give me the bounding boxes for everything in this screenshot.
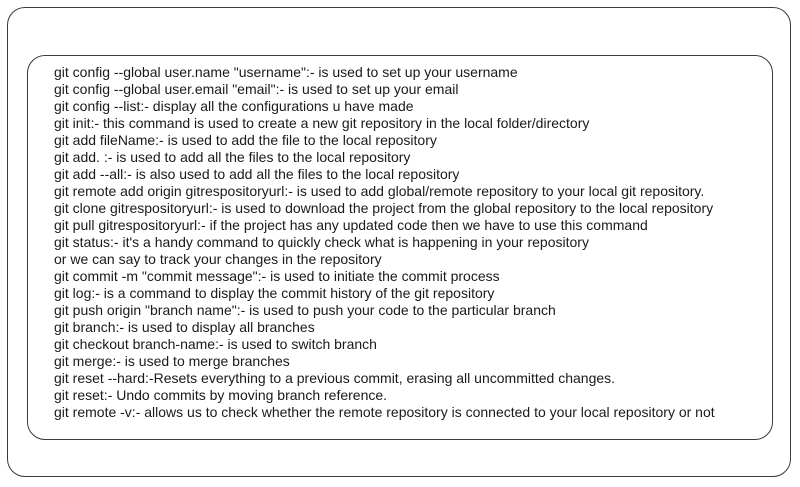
list-item: git clone gitrespositoryurl:- is used to download the project from the global repository to the local repository (54, 200, 714, 216)
list-item: git log:- is a command to display the commit history of the git repository (54, 285, 495, 301)
list-item: git config --global user.email "email":- is used to set up your email (54, 81, 459, 97)
list-item: git config --list:- display all the configurations u have made (54, 98, 414, 114)
git-commands-list (54, 64, 715, 421)
list-item: git status:- it's a handy command to quickly check what is happening in your repository (54, 234, 589, 250)
list-item: git add. :- is used to add all the files to the local repository (54, 149, 411, 165)
list-item: git checkout branch-name:- is used to switch branch (54, 336, 377, 352)
list-item: git remote -v:- allows us to check whether the remote repository is connected to your local repository or not (54, 404, 715, 420)
list-item: git remote add origin gitrespositoryurl:- is used to add global/remote repository to your local git repository. (54, 183, 705, 199)
list-item: git push origin "branch name":- is used to push your code to the particular branch (54, 302, 556, 318)
list-item: git config --global user.name "username":- is used to set up your username (54, 64, 518, 80)
list-item: git commit -m "commit message":- is used to initiate the commit process (54, 268, 500, 284)
list-item: git reset --hard:-Resets everything to a previous commit, erasing all uncommitted changes. (54, 370, 616, 386)
list-item: git reset:- Undo commits by moving branch reference. (54, 387, 388, 403)
list-item: git add --all:- is also used to add all the files to the local repository (54, 166, 460, 182)
list-item: git init:- this command is used to create a new git repository in the local folder/directory (54, 115, 590, 131)
list-item: git add fileName:- is used to add the file to the local repository (54, 132, 437, 148)
list-item: git branch:- is used to display all branches (54, 319, 315, 335)
list-item: git pull gitrespositoryurl:- if the project has any updated code then we have to use this command (54, 217, 648, 233)
list-item: git merge:- is used to merge branches (54, 353, 290, 369)
list-item: or we can say to track your changes in the repository (54, 251, 382, 267)
